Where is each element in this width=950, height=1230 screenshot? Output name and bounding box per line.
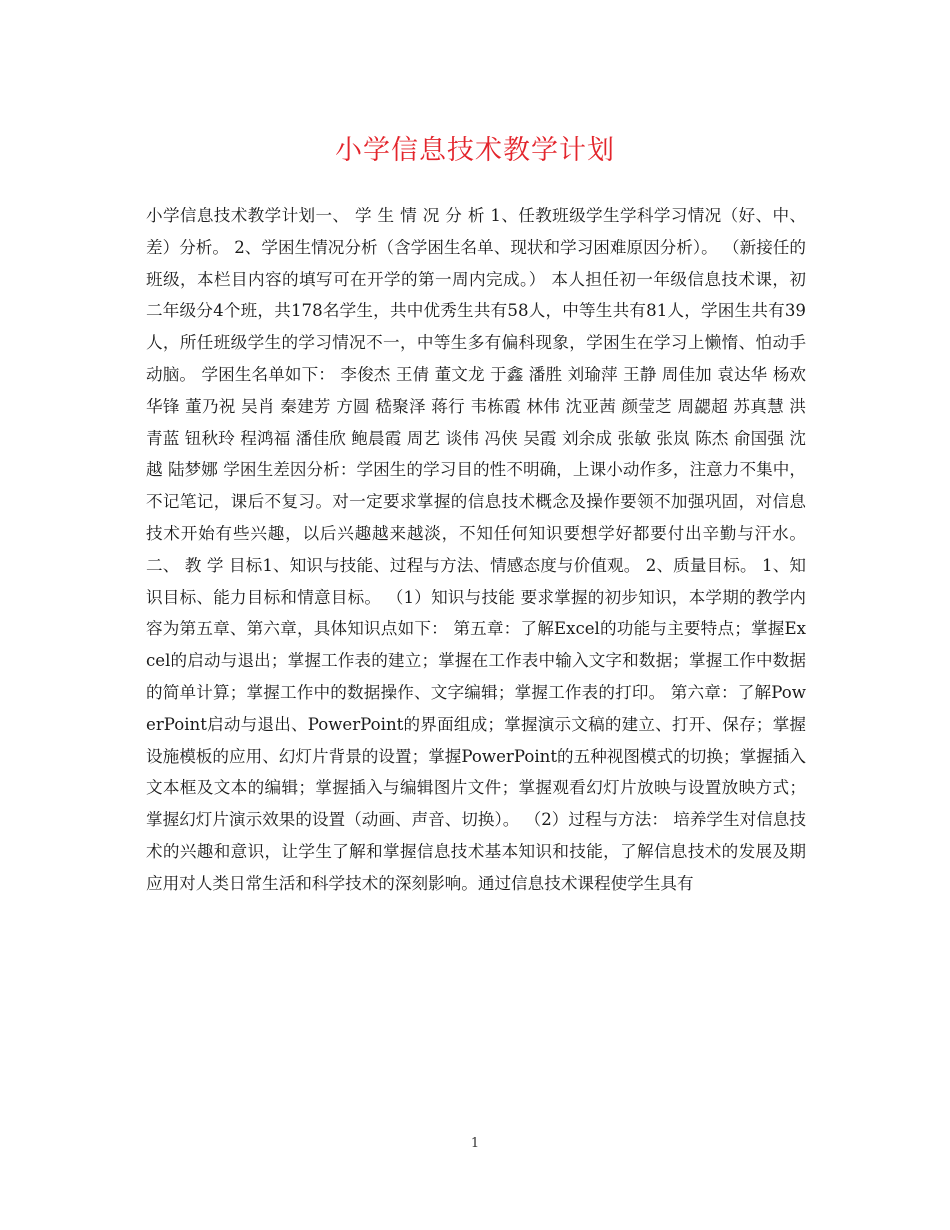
page-number: 1 xyxy=(470,1136,480,1151)
body-text: 小学信息技术教学计划一、 学 生 情 况 分 析 1、任教班级学生学科学习情况（好、中、差）分析。 2、学困生情况分析（含学困生名单、现状和学习困难原因分析）。 （新接任的班级，本栏目内容的填写可在开学的第一周内完成。） 本人担任初一年级信息技术课，初二年级分4个班，共178名学生，共中优秀生共有58人，中等生共有81人，学困生共有39人，所任班级学生的学习情况不一，中等生多有偏科现象，学困生在学习上懒惰、怕动手动脑。 学困生名单如下： 李俊杰 王倩 董文龙 于鑫 潘胜 刘瑜萍 王静 周佳加 袁达华 杨欢 华锋 董乃祝 吴肖 秦建芳 方圆 嵇聚泽 蒋行 韦栋霞 林伟 沈亚茜 颜莹芝 周勰超 苏真慧 洪青蓝 钮秋玲 程鸿福 潘佳欣 鲍晨霞 周艺 谈伟 冯侠 吴霞 刘余成 张敏 张岚 陈杰 俞国强 沈越 陆梦娜 学困生差因分析：学困生的学习目的性不明确，上课小动作多，注意力不集中，不记笔记，课后不复习。对一定要求掌握的信息技术概念及操作要领不加强巩固，对信息技术开始有些兴趣，以后兴趣越来越淡，不知任何知识要想学好都要付出辛勤与汗水。 二、 教 学 目标1、知识与技能、过程与方法、情感态度与价值观。 2、质量目标。 1、知识目标、能力目标和情意目标。 （1）知识与技能 要求掌握的初步知识，本学期的教学内容为第五章、第六章，具体知识点如下： 第五章：了解Excel的功能与主要特点；掌握Excel的启动与退出；掌握工作表的建立；掌握在工作表中输入文字和数据；掌握工作中数据的简单计算；掌握工作中的数据操作、文字编辑；掌握工作表的打印。 第六章：了解PowerPoint启动与退出、PowerPoint的界面组成；掌握演示文稿的建立、打开、保存；掌握设施模板的应用、幻灯片背景的设置；掌握PowerPoint的五种视图模式的切换；掌握插入文本框及文本的编辑；掌握插入与编辑图片文件；掌握观看幻灯片放映与设置放映方式；掌握幻灯片演示效果的设置（动画、声音、切换）。 （2）过程与方法： 培养学生对信息技术的兴趣和意识，让学生了解和掌握信息技术基本知识和技能，了解信息技术的发展及期应用对人类日常生活和科学技术的深刻影响。通过信息技术课程使学生具有 xyxy=(146,206,806,893)
page-title: 小学信息技术教学计划 xyxy=(335,135,615,166)
